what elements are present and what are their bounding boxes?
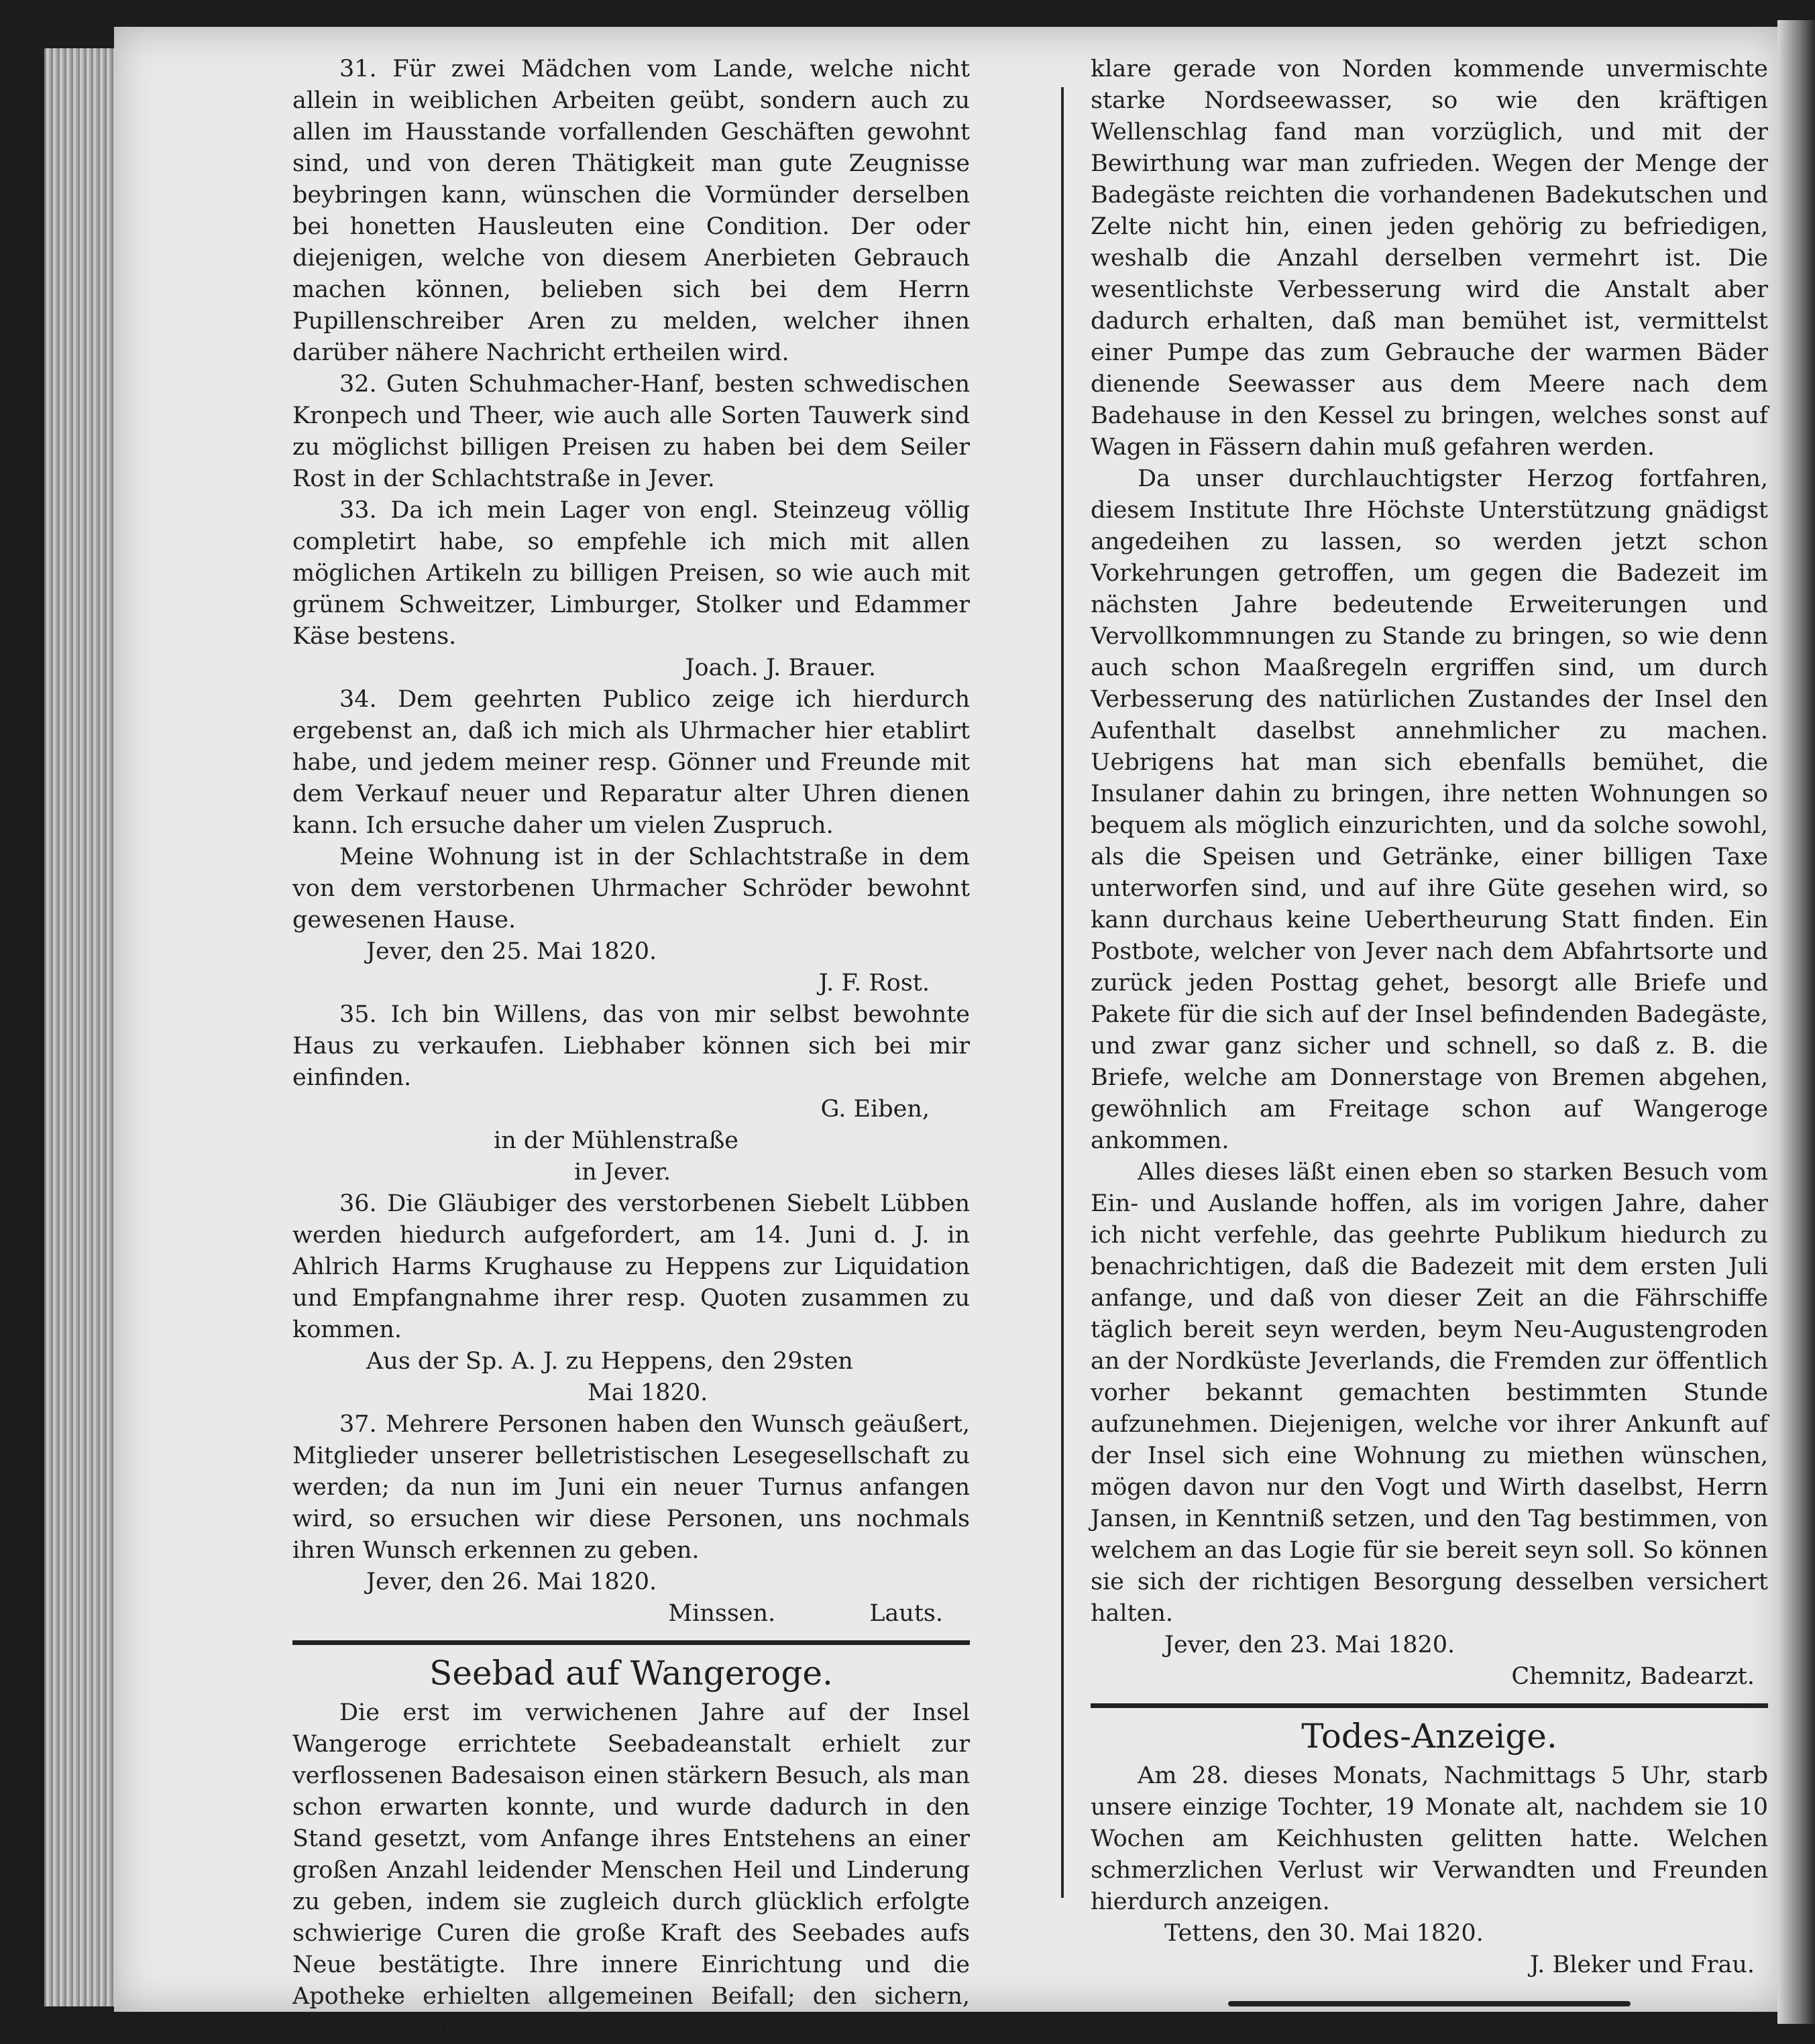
ad-35-signature-town: in Jever. (574, 1159, 671, 1186)
seebad-paragraph-3: Alles dieses läßt einen eben so starken Besuch vom Ein- und Auslande hoffen, als im vorigen Jahre, daher ich nicht verfehle, das geehrte Publikum hiedurch zu benachrichtigen, daß die Badezeit mit dem ersten Juli anfange, und daß von dieser Zeit an die Fährschiffe täglich bereit seyn werden, beym Neu-Augustengroden an der Nordküste Jeverlands, die Fremden zur öffentlich vorher bekannt gemachten bestimmten Stunde aufzunehmen. Diejenigen, welche vor ihrer Ankunft auf der Insel sich eine Wohnung zu miethen wünschen, mögen davon nur den Vogt und Wirth daselbst, Herrn Jansen, in Kenntniß setzen, und den Tag bestimmen, von welchem an das Logie für sie bereit seyn soll. So können sie sich der richtigen Besorgung desselben versichert halten. (1091, 1159, 1768, 1627)
section-rule (292, 1640, 970, 1645)
ad-37-signature-lauts: Lauts. (869, 1600, 943, 1627)
todes-heading: Todes-Anzeige. (1301, 1717, 1557, 1756)
right-page-edge (1777, 20, 1815, 2024)
seebad-signature: Chemnitz, Badearzt. (1511, 1663, 1755, 1690)
ad-31: 31. Für zwei Mädchen vom Lande, welche nicht allein in weiblichen Arbeiten geübt, sondern auch zu allen im Hausstande vorfallenden Geschäften gewohnt sind, und von deren Thätigkeit man gute Zeugnisse beybringen kann, wünschen die Vormünder derselben bei honetten Hausleuten eine Condition. Der oder diejenigen, welche von diesem Anerbieten Gebrauch machen können, belieben sich bei dem Herrn Pupillenschreiber Aren zu melden, welcher ihnen darüber nähere Nachricht ertheilen wird. (292, 56, 970, 366)
seebad-heading: Seebad auf Wangeroge. (429, 1654, 833, 1693)
ad-37: 37. Mehrere Personen haben den Wunsch geäußert, Mitglieder unserer belletristischen Lesegesellschaft zu werden; da nun im Juni ein neuer Turnus anfangen wird, so ersuchen wir diese Personen, uns nochmals ihren Wunsch erkennen zu geben. (292, 1411, 970, 1564)
right-column (1091, 54, 1768, 2006)
ad-35-signature-name: G. Eiben, (820, 1096, 930, 1123)
left-column (292, 54, 970, 2044)
ad-32: 32. Guten Schuhmacher-Hanf, besten schwedischen Kronpech und Theer, wie auch alle Sorten Tauwerk sind zu möglichst billigen Preisen zu haben bei dem Seiler Rost in der Schlachtstraße in Jever. (292, 371, 970, 492)
ad-35: 35. Ich bin Willens, das von mir selbst bewohnte Haus zu verkaufen. Liebhaber können sich bei mir einfinden. (292, 1001, 970, 1091)
section-rule-right (1091, 1703, 1768, 1708)
seebad-continuation: klare gerade von Norden kommende unvermischte starke Nordseewasser, so wie den kräftigen Wellenschlag fand man vorzüglich, und mit der Bewirthung war man zufrieden. Wegen der Menge der Badegäste reichten die vorhandenen Badekutschen und Zelte nicht hin, einen jeden gehörig zu befriedigen, weshalb die Anzahl derselben vermehrt ist. Die wesentlichste Verbesserung wird die Anstalt aber dadurch erhalten, daß man bemühet ist, vermittelst einer Pumpe das zum Gebrauche der warmen Bäder dienende Seewasser aus dem Meere nach dem Badehause in den Kessel zu bringen, welches sonst auf Wagen in Fässern dahin muß gefahren werden. (1091, 56, 1768, 461)
ad-34-text: 34. Dem geehrten Publico zeige ich hierdurch ergebenst an, daß ich mich als Uhrmacher hier etablirt habe, und jedem meiner resp. Gönner und Freunde mit dem Verkauf neuer und Reparatur alter Uhren dienen kann. Ich ersuche daher um vielen Zuspruch. (292, 686, 970, 839)
todes-signature: J. Bleker und Frau. (1529, 1951, 1755, 1978)
ad-33: 33. Da ich mein Lager von engl. Steinzeug völlig completirt habe, so empfehle ich mich mit allen möglichen Artikeln zu billigen Preisen, so wie auch mit grünem Schweitzer, Limburger, Stolker und Edammer Käse bestens. (292, 497, 970, 650)
ad-36-place-date-cont: Mai 1820. (588, 1379, 708, 1406)
seebad-paragraph-2: Da unser durchlauchtigster Herzog fortfahren, diesem Institute Ihre Höchste Unterstützung gnädigst angedeihen zu lassen, so werden jetzt schon Vorkehrungen getroffen, um gegen die Badezeit im nächsten Jahre bedeutende Erweiterungen und Vervollkommnungen zu Stande zu bringen, so wie denn auch schon Maaßregeln ergriffen sind, um durch Verbesserung des natürlichen Zustandes der Insel den Aufenthalt daselbst annehmlicher zu machen. Uebrigens hat man sich ebenfalls bemühet, die Insulaner dahin zu bringen, ihre netten Wohnungen so bequem als möglich einzurichten, und da solche sowohl, als die Speisen und Getränke, einer billigen Taxe unterworfen sind, und auf ihre Güte gesehen wird, so kann durchaus keine Uebertheurung Statt finden. Ein Postbote, welcher von Jever nach dem Abfahrtsorte und zurück jeden Posttag gehet, besorgt alle Briefe und Pakete für die sich auf der Insel befindenden Badegäste, und zwar ganz sicher und schnell, so daß z. B. die Briefe, welche am Donnerstage von Bremen abgehen, gewöhnlich am Freitage schon auf Wangeroge ankommen. (1091, 465, 1768, 1154)
ad-34-address: Meine Wohnung ist in der Schlachtstraße in dem von dem verstorbenen Uhrmacher Schröder bewohnt gewesenen Hause. (292, 844, 970, 933)
ad-37-place-date: Jever, den 26. Mai 1820. (366, 1569, 657, 1595)
ad-37-signature-minssen: Minssen. (668, 1600, 776, 1627)
ad-37-signatures (292, 1598, 970, 1630)
ad-33-signature: Joach. J. Brauer. (685, 655, 876, 681)
todes-text: Am 28. dieses Monats, Nachmittags 5 Uhr, starb unsere einzige Tochter, 19 Monate alt, nachdem sie 10 Wochen am Keichhusten gelitten hatte. Welchen schmerzlichen Verlust wir Verwandten und Freunden hierdurch anzeigen. (1091, 1762, 1768, 1915)
seebad-paragraph-1: Die erst im verwichenen Jahre auf der Insel Wangeroge errichtete Seebadeanstalt erhielt zur verflossenen Badesaison einen stärkern Besuch, als man schon erwarten konnte, und wurde dadurch in den Stand gesetzt, vom Anfange ihres Entstehens an einer großen Anzahl leidender Menschen Heil und Linderung zu geben, indem sie zugleich durch glücklich erfolgte schwierige Curen die große Kraft des Seebades aufs Neue bestätigte. Ihre innere Einrichtung und die Apotheke erhielten allgemeinen Beifall; den sichern, festen, sandigen Badestrand, das (292, 1699, 970, 2041)
ad-36: 36. Die Gläubiger des verstorbenen Siebelt Lübben werden hiedurch aufgefordert, am 14. Juni d. J. in Ahlrich Harms Krughause zu Heppens zur Liquidation und Empfangnahme ihrer resp. Quoten zusammen zu kommen. (292, 1190, 970, 1343)
column-divider (1061, 87, 1064, 1898)
ad-35-signature-street: in der Mühlenstraße (494, 1127, 738, 1154)
todes-place-date: Tettens, den 30. Mai 1820. (1164, 1920, 1484, 1947)
closing-rule (1228, 2001, 1631, 2006)
ad-34-signature: J. F. Rost. (818, 970, 930, 997)
ad-36-place-date: Aus der Sp. A. J. zu Heppens, den 29sten (366, 1348, 853, 1375)
seebad-place-date: Jever, den 23. Mai 1820. (1164, 1632, 1455, 1658)
ad-34-place-date: Jever, den 25. Mai 1820. (366, 938, 657, 965)
